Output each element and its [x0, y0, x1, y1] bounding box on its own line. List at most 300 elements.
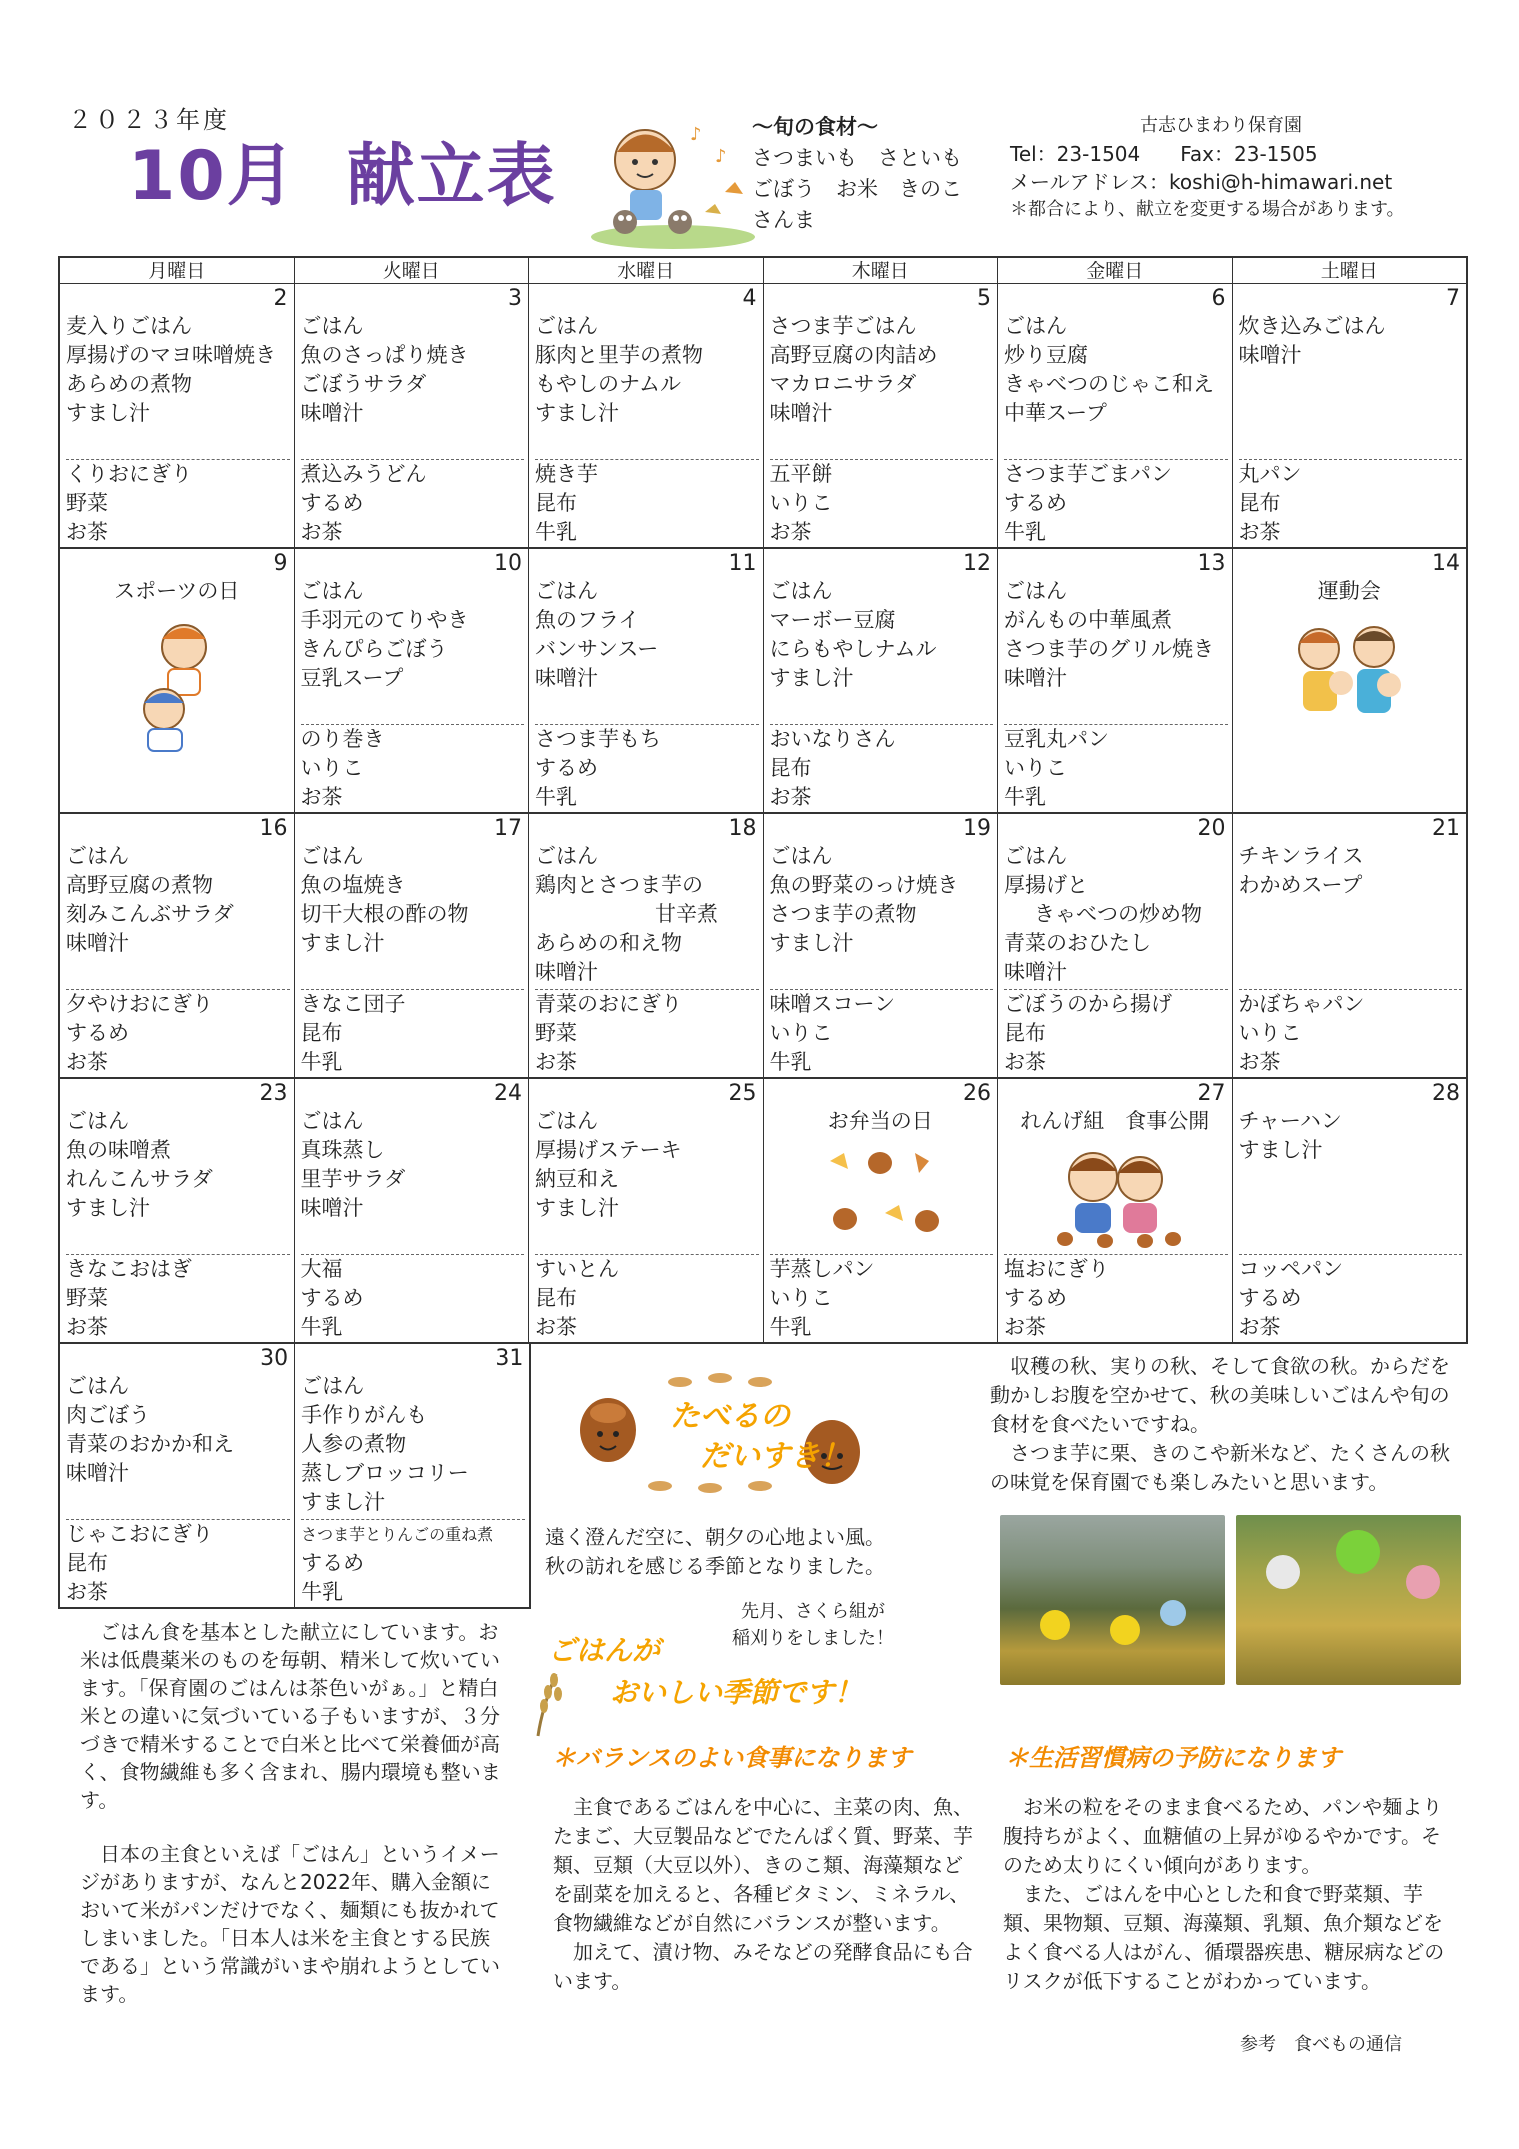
lunch-item: 高野豆腐の肉詰め	[769, 343, 938, 367]
lunch-menu	[66, 1372, 290, 1488]
season-line: さんま	[752, 208, 815, 232]
snack-item: 牛乳	[301, 1580, 344, 1604]
lunch-menu	[301, 577, 525, 693]
lunch-item: すまし汁	[301, 1490, 386, 1514]
lunch-item: 炒り豆腐	[1004, 343, 1088, 367]
svg-text:♪: ♪	[690, 124, 702, 145]
lunch-item: 里芋サラダ	[300, 1167, 406, 1191]
lifestyle-paragraph: また、ごはんを中心とした和食で野菜類、芋類、果物類、豆類、海藻類、乳類、魚介類などをよく食べる人はがん、循環器疾患、糖尿病などのリスクが低下することがわかっています。	[1003, 1882, 1445, 1993]
harvest-paragraph: 収穫の秋、実りの秋、そして食欲の秋。からだを動かしお腹を空かせて、秋の美味しいごはんや旬の食材を食べたいですね。	[990, 1354, 1450, 1436]
snack-menu	[66, 1254, 290, 1342]
gohan-title	[548, 1630, 862, 1714]
snack-item: お茶	[66, 520, 108, 544]
lifestyle-paragraph: お米の粒をそのまま食べるため、パンや麺より腹持ちがよく、血糖値の上昇がゆるやかです。そのため太りにくい傾向があります。	[1003, 1795, 1443, 1877]
lunch-menu	[66, 312, 290, 428]
lunch-item: すまし汁	[535, 401, 619, 425]
snack-item: すいとん	[535, 1257, 619, 1281]
lunch-item: 味噌汁	[300, 401, 364, 425]
snack-menu	[301, 724, 525, 812]
snack-item: するめ	[535, 756, 598, 780]
snack-item: 大福	[300, 1257, 343, 1281]
lunch-item: さつま芋の煮物	[769, 902, 917, 926]
snack-menu	[770, 459, 994, 547]
lunch-menu	[301, 842, 525, 958]
lunch-item: 青菜のおかか和え	[66, 1432, 234, 1456]
lunch-item: 魚の塩焼き	[300, 873, 406, 897]
day-cell	[1233, 814, 1467, 1077]
lunch-item: ごはん	[535, 579, 598, 603]
day-number: 4	[742, 286, 757, 311]
week-row	[58, 1079, 1468, 1344]
title-label: 献立表	[346, 137, 557, 216]
snack-item: 豆乳丸パン	[1004, 727, 1109, 751]
snack-menu	[535, 459, 759, 547]
snack-item: 昆布	[1238, 491, 1281, 515]
lunch-item: あらめの和え物	[535, 931, 682, 955]
lunch-item: ごはん	[769, 579, 833, 603]
day-number: 31	[495, 1346, 524, 1371]
day-cell	[295, 284, 530, 547]
lunch-menu	[535, 842, 759, 987]
snack-item: お茶	[1238, 520, 1281, 544]
lunch-item: ごはん	[66, 844, 129, 868]
snack-menu	[1239, 459, 1463, 547]
autumn-line: 秋の訪れを感じる季節となりました。	[545, 1554, 885, 1578]
snack-item: 牛乳	[769, 1050, 812, 1074]
harvest-line: 先月、さくら組が	[741, 1601, 885, 1622]
snack-item: 昆布	[1004, 1021, 1046, 1045]
day-number: 23	[259, 1081, 288, 1106]
lunch-item: すまし汁	[300, 931, 385, 955]
snack-item: 昆布	[66, 1551, 108, 1575]
day-cell	[998, 814, 1233, 1077]
day-number: 5	[977, 286, 991, 311]
lunch-menu	[1004, 577, 1228, 693]
lunch-item: ごはん	[535, 844, 598, 868]
lunch-menu	[1239, 1107, 1463, 1165]
day-number: 9	[273, 551, 288, 576]
snack-item: 昆布	[535, 1286, 577, 1310]
lunch-item: れんこんサラダ	[66, 1167, 213, 1191]
day-number: 19	[963, 816, 991, 841]
lunch-item: 味噌汁	[1238, 343, 1302, 367]
month-label: 10月	[128, 137, 297, 216]
event-illustration	[1279, 621, 1419, 739]
fiscal-year: ２０２３年度	[68, 106, 230, 134]
lunch-item: 味噌汁	[66, 931, 129, 955]
day-number: 6	[1211, 286, 1226, 311]
harvest-message	[990, 1352, 1460, 1497]
snack-menu	[66, 989, 290, 1077]
snack-item: ごぼうのから揚げ	[1004, 992, 1172, 1016]
week-row	[58, 549, 1468, 814]
day-cell	[764, 1079, 999, 1342]
snack-menu	[535, 989, 759, 1077]
harvest-line: 稲刈りをしました！	[732, 1628, 894, 1649]
day-cell	[764, 549, 999, 812]
snack-item: かぼちゃパン	[1238, 992, 1365, 1016]
weekday-label: 土曜日	[1320, 260, 1378, 282]
lunch-item: ごはん	[66, 1109, 129, 1133]
day-number: 16	[259, 816, 288, 841]
snack-item: 牛乳	[1004, 785, 1046, 809]
rice-plant-icon	[528, 1668, 568, 1738]
snack-menu	[1239, 989, 1463, 1077]
day-number: 14	[1432, 551, 1460, 576]
day-cell	[60, 1344, 295, 1609]
gohan-title-line2: おいしい季節です！	[610, 1676, 863, 1709]
event-illustration	[1045, 1141, 1185, 1259]
snack-item: するめ	[1004, 491, 1067, 515]
lunch-item: もやしのナムル	[535, 372, 681, 396]
day-cell	[1233, 549, 1467, 812]
day-cell	[529, 284, 764, 547]
lunch-item: きゃべつの炒め物	[1034, 902, 1202, 926]
day-cell	[60, 1079, 295, 1342]
day-number: 30	[260, 1346, 289, 1371]
lunch-item: 魚のフライ	[535, 608, 640, 632]
lunch-item: 味噌汁	[769, 401, 833, 425]
balance-text	[553, 1793, 975, 1996]
lunch-item: ごはん	[1004, 314, 1067, 338]
day-number: 17	[494, 816, 522, 841]
lunch-item: さつま芋ごはん	[769, 314, 917, 338]
snack-item: 塩おにぎり	[1004, 1257, 1109, 1281]
snack-menu	[1004, 724, 1228, 812]
snack-item: いりこ	[769, 491, 833, 515]
lunch-item: ごはん	[535, 1109, 598, 1133]
school-info	[1010, 112, 1405, 224]
snack-item: 五平餅	[769, 462, 833, 486]
day-number: 13	[1197, 551, 1226, 576]
snack-item: さつま芋もち	[535, 727, 661, 751]
taberu-line2: だいすき！	[700, 1439, 850, 1474]
snack-item: お茶	[66, 1580, 108, 1604]
snack-item: するめ	[301, 1551, 365, 1575]
lunch-menu	[301, 312, 525, 428]
harvest-paragraph: さつま芋に栗、きのこや新米など、たくさんの秋の味覚を保育園でも楽しみたいと思います。	[990, 1441, 1450, 1494]
snack-item: 昆布	[300, 1021, 343, 1045]
snack-item: さつま芋とりんごの重ね煮	[301, 1525, 494, 1544]
school-name: 古志ひまわり保育園	[1140, 115, 1302, 136]
snack-item: 牛乳	[300, 1050, 343, 1074]
snack-menu	[1004, 989, 1228, 1077]
lunch-item: にらもやしナムル	[769, 637, 937, 661]
lunch-item: 厚揚げと	[1004, 873, 1088, 897]
seasonal-foods	[752, 112, 962, 236]
snack-item: 牛乳	[769, 1315, 812, 1339]
day-number: 26	[963, 1081, 991, 1106]
lunch-item: すまし汁	[66, 1196, 150, 1220]
day-event: れんげ組 食事公開	[1020, 1109, 1210, 1133]
snack-item: するめ	[1004, 1286, 1067, 1310]
lunch-item: ごはん	[300, 844, 364, 868]
lunch-item: ごはん	[300, 1109, 364, 1133]
day-event: 運動会	[1317, 579, 1381, 603]
tel-fax: Tel：23-1504 Fax：23-1505	[1010, 142, 1318, 166]
lunch-item: ごはん	[66, 1374, 129, 1398]
children-illustration	[585, 112, 760, 252]
lunch-item: 味噌汁	[535, 960, 598, 984]
snack-item: 昆布	[535, 491, 577, 515]
rice-note-paragraph: 日本の主食といえば「ごはん」というイメージがありますが、なんと2022年、購入金額において米がパンだけでなく、麺類にも抜かれてしまいました。「日本人は米を主食とする民族である」という常識がいまや崩れようとしています。	[80, 1842, 500, 2006]
lunch-menu	[770, 842, 994, 958]
lunch-menu	[301, 1372, 525, 1517]
lunch-item: すまし汁	[1238, 1138, 1323, 1162]
snack-menu	[1239, 1254, 1463, 1342]
lunch-item: 手羽元のてりやき	[300, 608, 469, 632]
snack-item: コッペパン	[1238, 1257, 1344, 1281]
day-cell	[295, 1079, 530, 1342]
lunch-item: 蒸しブロッコリー	[301, 1461, 469, 1485]
autumn-greeting	[545, 1523, 885, 1581]
snack-item: お茶	[769, 785, 812, 809]
snack-item: 野菜	[66, 491, 108, 515]
snack-item: お茶	[1238, 1315, 1281, 1339]
lunch-item: 味噌汁	[1004, 666, 1067, 690]
lunch-item: 肉ごぼう	[66, 1403, 150, 1427]
snack-item: 青菜のおにぎり	[535, 992, 682, 1016]
lifestyle-text	[1003, 1793, 1458, 1996]
day-cell	[998, 549, 1233, 812]
weekday-label: 木曜日	[764, 258, 999, 283]
snack-menu	[535, 724, 759, 812]
snack-item: お茶	[535, 1315, 577, 1339]
snack-item: さつま芋ごまパン	[1004, 462, 1172, 486]
day-cell	[60, 814, 295, 1077]
day-cell	[764, 284, 999, 547]
taberu-line1: たべるの	[670, 1399, 790, 1434]
lunch-item: すまし汁	[66, 401, 150, 425]
day-number: 28	[1432, 1081, 1460, 1106]
lunch-menu	[535, 1107, 759, 1223]
season-line: さつまいも さといも	[752, 146, 962, 170]
lunch-item: 鶏肉とさつま芋の	[535, 873, 703, 897]
day-cell	[764, 814, 999, 1077]
lunch-item: 刻みこんぶサラダ	[66, 902, 234, 926]
lunch-item: 魚のさっぱり焼き	[300, 343, 469, 367]
snack-item: 焼き芋	[535, 462, 598, 486]
snack-item: 野菜	[66, 1286, 108, 1310]
balance-heading: ＊バランスのよい食事になります	[552, 1744, 912, 1772]
lunch-item: 厚揚げのマヨ味噌焼き	[66, 343, 276, 367]
day-number: 24	[494, 1081, 522, 1106]
snack-menu	[770, 724, 994, 812]
lunch-item: 味噌汁	[1004, 960, 1067, 984]
lunch-item: 真珠蒸し	[300, 1138, 385, 1162]
lunch-item: 魚の野菜のっけ焼き	[769, 873, 959, 897]
snack-item: 芋蒸しパン	[769, 1257, 875, 1281]
event-illustration	[122, 617, 232, 765]
lunch-item: きゃべつのじゃこ和え	[1004, 372, 1214, 396]
day-cell	[1233, 284, 1467, 547]
day-number: 21	[1432, 816, 1460, 841]
lunch-item: 魚の味噌煮	[66, 1138, 171, 1162]
snack-item: お茶	[66, 1315, 108, 1339]
lunch-item: ごはん	[301, 1374, 365, 1398]
lunch-menu	[66, 1107, 290, 1223]
reference: 参考 食べもの通信	[1240, 2034, 1402, 2055]
lunch-item: すまし汁	[535, 1196, 619, 1220]
day-number: 27	[1197, 1081, 1226, 1106]
lunch-item: すまし汁	[769, 666, 854, 690]
snack-menu	[1004, 1254, 1228, 1342]
lunch-item: ごはん	[1004, 844, 1067, 868]
snack-menu	[301, 989, 525, 1077]
lunch-menu	[770, 577, 994, 693]
snack-item: きなこおはぎ	[66, 1257, 192, 1281]
snack-item: いりこ	[1238, 1021, 1302, 1045]
snack-item: じゃこおにぎり	[66, 1522, 213, 1546]
lunch-item: あらめの煮物	[66, 372, 192, 396]
day-number: 3	[508, 286, 522, 311]
snack-item: 牛乳	[300, 1315, 343, 1339]
day-number: 10	[494, 551, 522, 576]
snack-item: 牛乳	[535, 785, 577, 809]
day-number: 25	[728, 1081, 757, 1106]
snack-item: のり巻き	[300, 727, 385, 751]
balance-paragraph: 加えて、漬け物、みそなどの発酵食品にも合います。	[553, 1940, 973, 1993]
snack-item: いりこ	[769, 1286, 833, 1310]
lunch-item: さつま芋のグリル焼き	[1004, 637, 1214, 661]
lunch-item: 中華スープ	[1004, 401, 1107, 425]
lunch-item: ごはん	[300, 579, 364, 603]
lunch-item: 切干大根の酢の物	[300, 902, 469, 926]
snack-item: お茶	[535, 1050, 577, 1074]
lunch-menu	[1239, 842, 1463, 900]
snack-item: 牛乳	[1004, 520, 1046, 544]
day-cell	[295, 814, 530, 1077]
snack-item: 煮込みうどん	[300, 462, 427, 486]
rice-note-paragraph: ごはん食を基本とした献立にしています。お米は低農薬米のものを毎朝、精米して炊いています。「保育園のごはんは茶色いがぁ。」と精白米との違いに気づいている子もいますが、３分づきで精米することで白米と比べて栄養価が高く、食物繊維も多く含まれ、腸内環境も整います。	[80, 1620, 501, 1812]
snack-item: お茶	[769, 520, 812, 544]
lunch-item: ごはん	[769, 844, 833, 868]
snack-menu	[66, 1519, 290, 1607]
lunch-item: 厚揚げステーキ	[535, 1138, 682, 1162]
day-number: 12	[963, 551, 991, 576]
lunch-menu	[1004, 842, 1228, 987]
lunch-item: チキンライス	[1238, 844, 1364, 868]
day-event: お弁当の日	[827, 1109, 933, 1133]
week-row	[58, 814, 1468, 1079]
lunch-item: 手作りがんも	[301, 1403, 428, 1427]
snack-item: お茶	[300, 785, 343, 809]
page-title	[128, 122, 557, 219]
svg-text:♪: ♪	[715, 146, 727, 167]
snack-item: するめ	[300, 1286, 364, 1310]
lifestyle-heading: ＊生活習慣病の予防になります	[1005, 1744, 1341, 1772]
lunch-item: 麦入りごはん	[66, 314, 192, 338]
weekday-header	[58, 256, 1468, 284]
taberu-illustration	[570, 1368, 870, 1496]
lunch-item: ごはん	[1004, 579, 1067, 603]
lunch-item: マーボー豆腐	[769, 608, 896, 632]
email: メールアドレス：koshi@h-himawari.net	[1010, 170, 1393, 194]
day-cell	[529, 1079, 764, 1342]
lunch-menu	[66, 842, 290, 958]
snack-item: お茶	[66, 1050, 108, 1074]
snack-menu	[66, 459, 290, 547]
rice-note	[80, 1618, 502, 2034]
weekday-label: 火曜日	[295, 258, 530, 283]
snack-item: するめ	[1238, 1286, 1302, 1310]
snack-item: おいなりさん	[769, 727, 896, 751]
lunch-item: マカロニサラダ	[769, 372, 917, 396]
snack-item: 野菜	[535, 1021, 577, 1045]
snack-item: 夕やけおにぎり	[66, 992, 213, 1016]
snack-item: お茶	[1238, 1050, 1281, 1074]
lunch-item: チャーハン	[1238, 1109, 1342, 1133]
day-cell	[60, 284, 295, 547]
snack-item: 味噌スコーン	[769, 992, 896, 1016]
lunch-menu	[535, 577, 759, 693]
lunch-menu	[1004, 312, 1228, 428]
lunch-item: 青菜のおひたし	[1004, 931, 1151, 955]
gohan-title-line1: ごはんが	[548, 1634, 661, 1667]
lunch-menu	[1239, 312, 1463, 370]
rice-harvest-photo	[1236, 1515, 1461, 1685]
week-row	[58, 284, 1468, 549]
weekday-label: 月曜日	[60, 258, 295, 283]
weekday-label: 水曜日	[529, 258, 764, 283]
day-number: 11	[728, 551, 757, 576]
snack-item: 昆布	[769, 756, 812, 780]
snack-menu	[770, 989, 994, 1077]
day-cell	[998, 284, 1233, 547]
lunch-item: 味噌汁	[66, 1461, 129, 1485]
snack-menu	[301, 1519, 525, 1607]
lunch-item: 豆乳スープ	[300, 666, 404, 690]
lunch-item: 甘辛煮	[655, 902, 718, 926]
lunch-item: ごはん	[535, 314, 598, 338]
day-event: スポーツの日	[114, 579, 240, 603]
day-cell	[295, 549, 530, 812]
lunch-item: 味噌汁	[535, 666, 598, 690]
snack-menu	[1004, 459, 1228, 547]
day-cell	[998, 1079, 1233, 1342]
day-number: 2	[273, 286, 288, 311]
day-cell	[1233, 1079, 1467, 1342]
snack-menu	[301, 459, 525, 547]
snack-item: 牛乳	[535, 520, 577, 544]
snack-item: 丸パン	[1238, 462, 1302, 486]
snack-menu	[301, 1254, 525, 1342]
day-cell	[295, 1344, 531, 1609]
lunch-item: きんぴらごぼう	[300, 637, 448, 661]
snack-item: するめ	[66, 1021, 129, 1045]
weekday-label: 金曜日	[998, 258, 1233, 283]
lunch-item: わかめスープ	[1238, 873, 1363, 897]
lunch-menu	[770, 312, 994, 428]
snack-item: いりこ	[300, 756, 364, 780]
day-number: 18	[728, 816, 757, 841]
lunch-item: 味噌汁	[300, 1196, 364, 1220]
event-illustration	[815, 1141, 945, 1259]
lunch-item: すまし汁	[769, 931, 854, 955]
day-number: 7	[1446, 286, 1460, 311]
snack-item: くりおにぎり	[66, 462, 192, 486]
day-cell	[60, 549, 295, 812]
snack-item: いりこ	[1004, 756, 1067, 780]
day-cell	[529, 814, 764, 1077]
lunch-menu	[535, 312, 759, 428]
lunch-menu	[301, 1107, 525, 1223]
lunch-item: 納豆和え	[535, 1167, 619, 1191]
season-heading: ～旬の食材～	[752, 115, 878, 139]
lunch-item: バンサンスー	[535, 637, 659, 661]
autumn-line: 遠く澄んだ空に、朝夕の心地よい風。	[545, 1525, 885, 1549]
snack-item: いりこ	[769, 1021, 833, 1045]
